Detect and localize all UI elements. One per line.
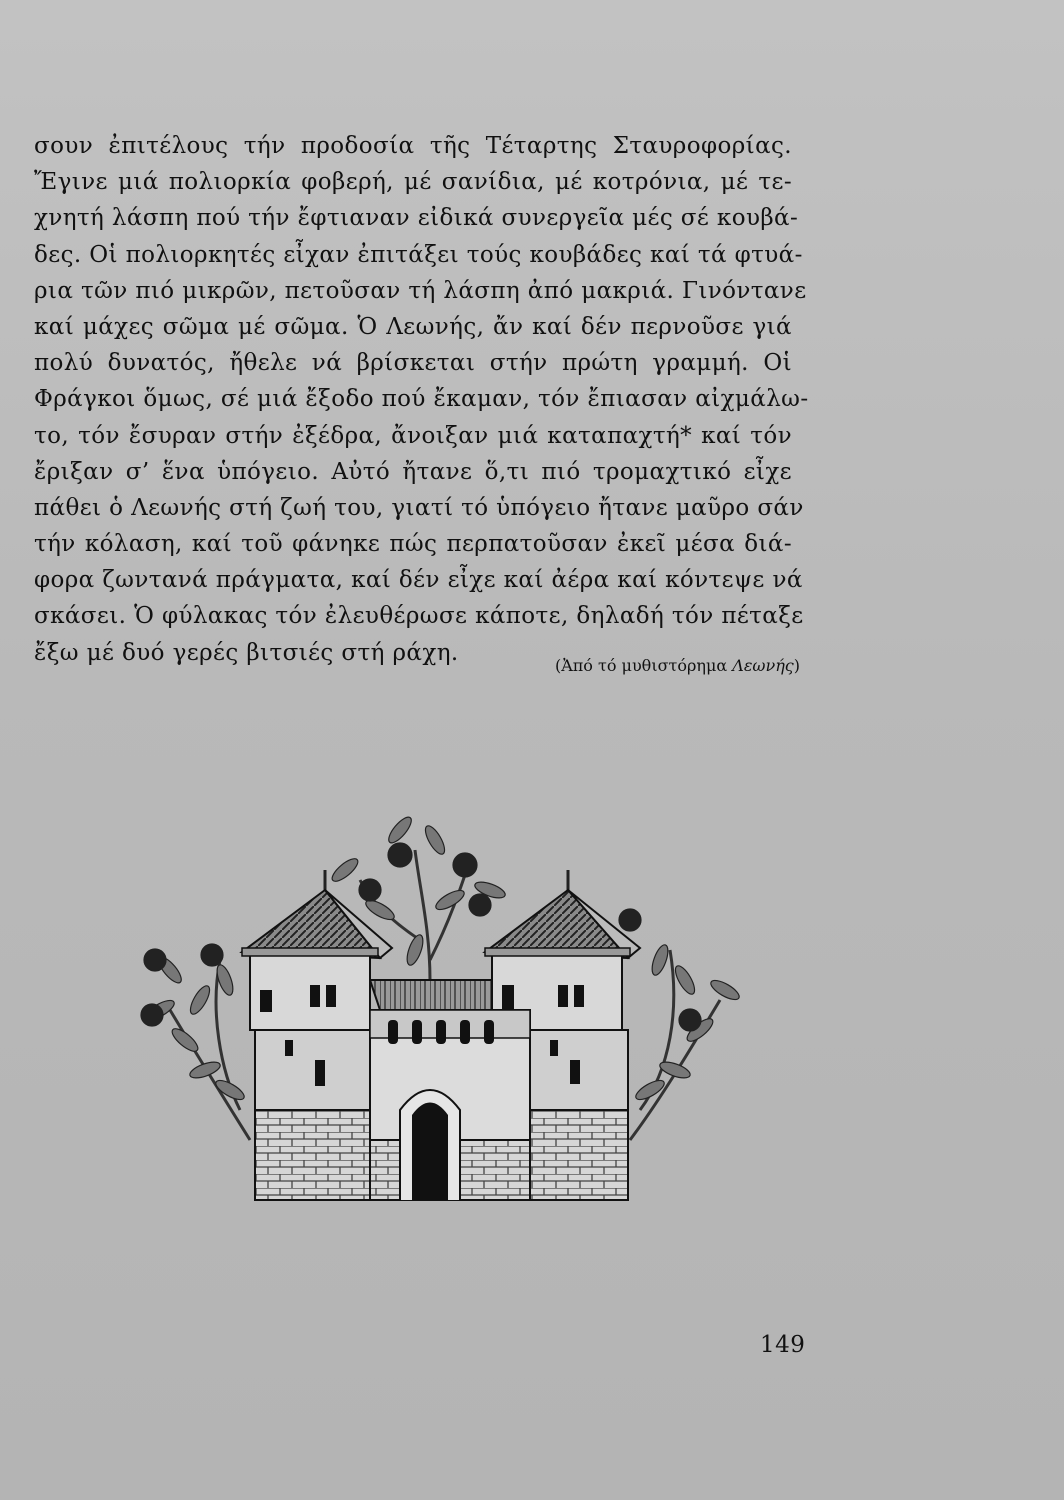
castle-with-trees-icon [130, 810, 750, 1210]
text-line: Ἔγινε μιά πολιορκία φοβερή, μέ σανίδια, μέ κοτρόνια, μέ τε- [34, 169, 792, 196]
text-line: το, τόν ἔσυραν στήν ἐξέδρα, ἄνοιξαν μιά καταπαχτή* καί τόν [34, 422, 792, 449]
text-line: καί μάχες σῶμα μέ σῶμα. Ὁ Λεωνής, ἄν καί δέν περνοῦσε γιά [34, 313, 792, 340]
source-title: Λεωνής [732, 656, 794, 675]
text-line: πάθει ὁ Λεωνής στή ζωή του, γιατί τό ὑπόγειο ἤτανε μαῦρο σάν [34, 494, 804, 521]
text-line: σκάσει. Ὁ φύλακας τόν ἐλευθέρωσε κάποτε, δηλαδή τόν πέταξε [34, 603, 804, 630]
right-tower-roof [485, 870, 640, 958]
source-prefix: (Ἀπό τό μυθιστόρημα [554, 656, 733, 675]
text-line: χνητή λάσπη πού τήν ἔφτιαναν εἰδικά συνεργεῖα μές σέ κουβά- [34, 205, 799, 232]
left-tower [242, 948, 378, 1200]
source-citation [555, 654, 800, 678]
text-line: πολύ δυνατός, ἤθελε νά βρίσκεται στήν πρώτη γραμμή. Οἱ [34, 350, 792, 377]
text-line: Φράγκοι ὅμως, σέ μιά ἔξοδο πού ἔκαμαν, τόν ἔπιασαν αἰχμάλω- [34, 386, 809, 413]
left-tree [141, 944, 250, 1140]
source-suffix: ) [793, 656, 800, 675]
text-line: ρια τῶν πιό μικρῶν, πετοῦσαν τή λάσπη ἀπό μακριά. Γινόντανε [34, 277, 807, 304]
text-line: δες. Οἱ πολιορκητές εἶχαν ἐπιτάξει τούς κουβάδες καί τά φτυά- [34, 241, 803, 268]
page-number: 149 [760, 1332, 806, 1358]
right-tree [619, 909, 742, 1140]
gate-building [370, 1010, 530, 1200]
text-line: φορα ζωντανά πράγματα, καί δέν εἶχε καί ἀέρα καί κόντεψε νά [34, 567, 803, 594]
text-line: ἔξω μέ δυό γερές βιτσιές στή ράχη. [34, 639, 459, 666]
body-text [34, 128, 809, 671]
text-line: τήν κόλαση, καί τοῦ φάνηκε πώς περπατοῦσαν ἐκεῖ μέσα διά- [34, 531, 792, 558]
text-line: σουν ἐπιτέλους τήν προδοσία τῆς Τέταρτης Σταυροφορίας. [34, 133, 792, 159]
text-line: ἔριξαν σ’ ἕνα ὑπόγειο. Αὐτό ἤτανε ὅ,τι πιό τρομαχτικό εἶχε [34, 458, 792, 485]
